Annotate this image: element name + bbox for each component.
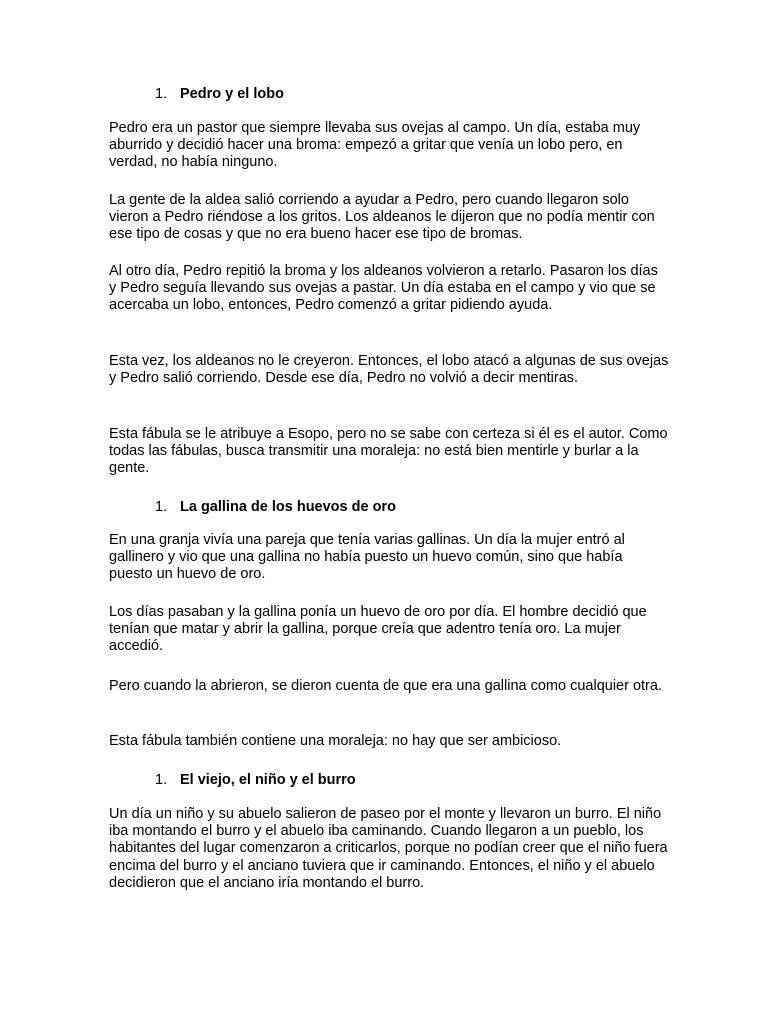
section-heading <box>155 86 284 103</box>
section-heading <box>155 499 396 516</box>
paragraph: Esta fábula se le atribuye a Esopo, pero no se sabe con certeza si él es el autor. Como todas las fábulas, busca transmitir una moraleja: no está bien mentirle y burlar a la gente. <box>109 426 668 477</box>
paragraph: Pero cuando la abrieron, se dieron cuenta de que era una gallina como cualquier otra. <box>109 678 662 694</box>
paragraph: Esta fábula también contiene una moraleja: no hay que ser ambicioso. <box>109 733 562 749</box>
paragraph: Pedro era un pastor que siempre llevaba sus ovejas al campo. Un día, estaba muy aburrido y decidió hacer una broma: empezó a gritar que venía un lobo pero, en verdad, no había ninguno. <box>109 120 641 171</box>
paragraph: Esta vez, los aldeanos no le creyeron. Entonces, el lobo atacó a algunas de sus ovejas y Pedro salió corriendo. Desde ese día, Pedro no volvió a decir mentiras. <box>109 353 669 387</box>
list-number: 1. <box>155 772 168 788</box>
paragraph: En una granja vivía una pareja que tenía varias gallinas. Un día la mujer entró al gallinero y vio que una gallina no había puesto un huevo común, sino que había puesto un huevo de oro. <box>109 532 625 583</box>
section-heading <box>155 772 356 789</box>
paragraph: Un día un niño y su abuelo salieron de paseo por el monte y llevaron un burro. El niño iba montando el burro y el abuelo iba caminando. Cuando llegaron a un pueblo, los habitantes del lugar comenzaron a criticarlos, porque no podían creer que el niño fuera encima del burro y el anciano tuviera que ir caminando. Entonces, el niño y el abuelo decidieron que el anciano iría montando el burro. <box>109 806 668 891</box>
section-title: El viejo, el niño y el burro <box>180 772 356 788</box>
paragraph: Los días pasaban y la gallina ponía un huevo de oro por día. El hombre decidió que tenían que matar y abrir la gallina, porque creía que adentro tenía oro. La mujer accedió. <box>109 604 647 655</box>
paragraph: La gente de la aldea salió corriendo a ayudar a Pedro, pero cuando llegaron solo vieron a Pedro riéndose a los gritos. Los aldeanos le dijeron que no podía mentir con ese tipo de cosas y que no era bueno hacer ese tipo de bromas. <box>109 192 655 243</box>
paragraph: Al otro día, Pedro repitió la broma y los aldeanos volvieron a retarlo. Pasaron los días y Pedro seguía llevando sus ovejas a pastar. Un día estaba en el campo y vio que se acercaba un lobo, entonces, Pedro comenzó a gritar pidiendo ayuda. <box>109 263 658 314</box>
section-title: Pedro y el lobo <box>180 86 284 102</box>
list-number: 1. <box>155 86 168 102</box>
list-number: 1. <box>155 499 168 515</box>
section-title: La gallina de los huevos de oro <box>180 499 396 515</box>
